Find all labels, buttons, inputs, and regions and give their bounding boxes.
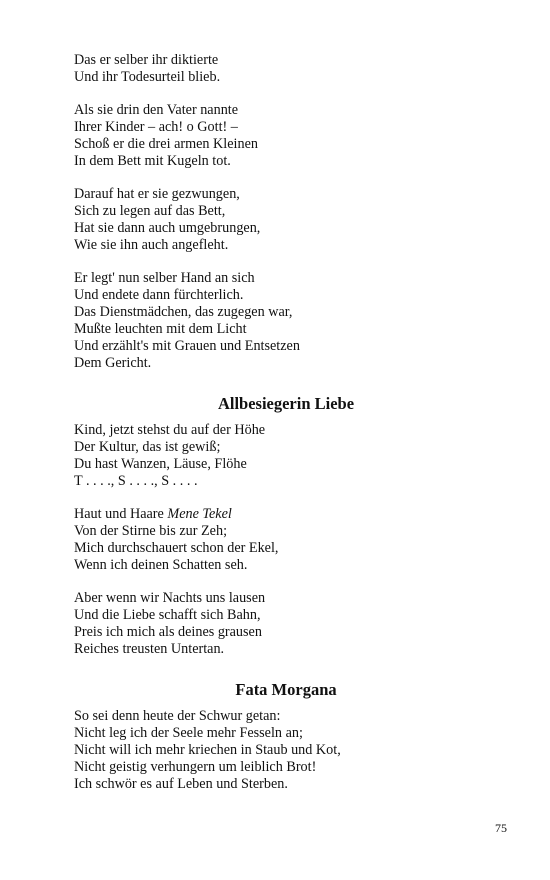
verse-line: Von der Stirne bis zur Zeh; <box>74 523 228 539</box>
verse-line: Dem Gericht. <box>74 355 152 371</box>
verse-line: Mich durchschauert schon der Ekel, <box>74 540 279 556</box>
verse-line: Preis ich mich als deines grausen <box>74 624 262 640</box>
page-number: 75 <box>495 821 507 835</box>
verse-line: Reiches treusten Untertan. <box>74 641 225 657</box>
verse-line: In dem Bett mit Kugeln tot. <box>74 153 231 169</box>
verse-line: Und die Liebe schafft sich Bahn, <box>74 607 261 623</box>
poem-title: Fata Morgana <box>235 680 337 699</box>
verse-line: Sich zu legen auf das Bett, <box>74 203 226 219</box>
verse-line: Wenn ich deinen Schatten seh. <box>74 557 248 573</box>
verse-line: Und ihr Todesurteil blieb. <box>74 69 221 85</box>
verse-line: Wie sie ihn auch angefleht. <box>74 237 229 253</box>
italic-phrase: Mene Tekel <box>167 506 232 522</box>
verse-line: Schoß er die drei armen Kleinen <box>74 136 258 152</box>
page-body <box>74 0 514 880</box>
verse-line: T . . . ., S . . . ., S . . . . <box>74 473 198 489</box>
verse-line: Als sie drin den Vater nannte <box>74 102 239 118</box>
verse-line: Und endete dann fürchterlich. <box>74 287 244 303</box>
verse-line: Er legt' nun selber Hand an sich <box>74 270 255 286</box>
verse-line: Aber wenn wir Nachts uns lausen <box>74 590 266 606</box>
poem-title: Allbesiegerin Liebe <box>217 394 355 413</box>
verse-line: So sei denn heute der Schwur getan: <box>74 708 281 724</box>
verse-line: Kind, jetzt stehst du auf der Höhe <box>74 422 266 438</box>
verse-line: Ihrer Kinder – ach! o Gott! – <box>74 119 238 135</box>
verse-line: Der Kultur, das ist gewiß; <box>74 439 221 455</box>
verse-line: Und erzählt's mit Grauen und Entsetzen <box>74 338 300 354</box>
verse-line: Du hast Wanzen, Läuse, Flöhe <box>74 456 247 472</box>
verse-line: Hat sie dann auch umgebrungen, <box>74 220 261 236</box>
verse-line: Nicht will ich mehr kriechen in Staub und Kot, <box>74 742 341 758</box>
verse-line: Nicht geistig verhungern um leiblich Brot! <box>74 759 317 775</box>
verse-line: Mußte leuchten mit dem Licht <box>74 321 247 337</box>
verse-line: Darauf hat er sie gezwungen, <box>74 186 240 202</box>
verse-line: Ich schwör es auf Leben und Sterben. <box>74 776 288 792</box>
verse-line: Nicht leg ich der Seele mehr Fesseln an; <box>74 725 303 741</box>
verse-line <box>74 506 232 523</box>
verse-line: Das er selber ihr diktierte <box>74 52 219 68</box>
verse-text: Haut und Haare <box>74 506 168 522</box>
verse-line: Das Dienstmädchen, das zugegen war, <box>74 304 293 320</box>
